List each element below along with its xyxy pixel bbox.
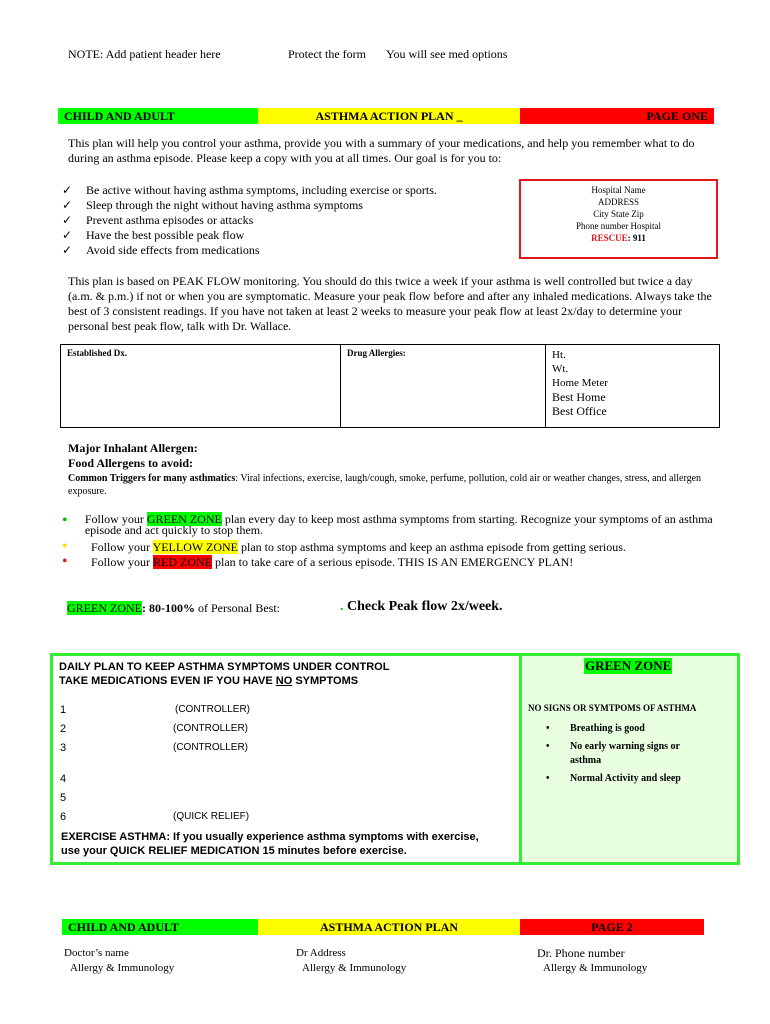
daily-plan-left [53,656,522,862]
daily-plan-title: DAILY PLAN TO KEEP ASTHMA SYMPTOMS UNDER CONTROL TAKE MEDICATIONS EVEN IF YOU HAVE NO SYMPTOMS [59,661,390,687]
zone-red-row: • Follow your RED ZONE plan to take care of a serious episode. THIS IS AN EMERGENCY PLAN! [62,553,574,570]
patient-header-note: NOTE: Add patient header here [68,47,221,61]
med-row-5[interactable]: 5 [60,792,67,804]
hospital-city: City State Zip [593,209,644,219]
hospital-name: Hospital Name [591,185,646,195]
green-zone-list [546,722,710,790]
med-options-note: You will see med options [386,47,508,61]
med-row-3[interactable]: 3 (CONTROLLER) [60,742,249,754]
goal-item: ✓ Have the best possible peak flow [62,228,245,242]
drug-allergies-field[interactable]: Drug Allergies: [341,345,546,427]
list-item: • No early warning signs or asthma [546,741,680,766]
home-meter-label: Home Meter [552,377,608,389]
check-icon: ✓ [62,213,73,227]
check-icon: ✓ [62,228,73,242]
goal-item: ✓ Prevent asthma episodes or attacks [62,213,254,227]
zone-green-row: • Follow your GREEN ZONE plan every day to keep most asthma symptoms from starting. Recognize your symptoms of an asthma episode and act quickly to stop them. [62,512,713,537]
check-peak-flow: . Check Peak flow 2x/week. [340,599,503,614]
food-allergen-label: Food Allergens to avoid: [68,456,193,470]
med-row-2[interactable]: 2 (CONTROLLER) [60,723,249,735]
rescue-number: : 911 [627,233,646,243]
green-zone-best: GREEN ZONE: 80-100% of Personal Best: [67,601,280,615]
weight-label: Wt. [552,363,569,375]
best-home-label: Best Home [552,390,606,404]
peak-flow-paragraph: This plan is based on PEAK FLOW monitoring. You should do this twice a week if your asthma is well controlled but twice a day (a.m. & p.m.) if not or when you are symptomatic. Measure your peak flow before and after any inhaled medications. Always take the best of 3 consistent readings. If you have not taken at least 2 weeks to measure your peak flow at least 2x/day to determine your personal best peak flow, talk with Dr. Wallace. [68,274,712,333]
check-icon: ✓ [62,183,73,197]
height-label: Ht. [552,349,566,361]
goals-checklist [62,183,512,258]
header-bar-right: PAGE ONE [520,108,714,124]
list-item: • Breathing is good [546,723,645,734]
bullet-icon: • [546,741,550,752]
rescue-line [521,232,716,244]
doctor-name-block: Doctor’s name Allergy & Immunology [64,947,175,974]
check-icon: ✓ [62,243,73,257]
goal-item: ✓ Avoid side effects from medications [62,243,260,257]
protect-form-note: Protect the form [288,47,366,61]
doctor-phone-block: Dr. Phone number Allergy & Immunology [537,946,648,974]
green-zone-subtitle: NO SIGNS OR SYMTPOMS OF ASTHMA [528,703,697,713]
best-office-label: Best Office [552,404,607,418]
bullet-icon: • [546,723,550,734]
med-row-1[interactable]: 1 (CONTROLLER) [60,704,251,716]
inhalant-allergen-label: Major Inhalant Allergen: [68,441,198,455]
goal-item: ✓ Sleep through the night without having asthma symptoms [62,198,363,212]
header-bar-center: ASTHMA ACTION PLAN _ [258,108,520,124]
bullet-icon: • [546,773,550,784]
rescue-label: RESCUE [591,233,628,243]
header-bar-left: CHILD AND ADULT [58,108,258,124]
check-icon: ✓ [62,198,73,212]
list-item: • Normal Activity and sleep [546,773,681,784]
hospital-phone: Phone number Hospital [576,221,661,231]
green-zone-panel [522,656,737,862]
hospital-address: ADDRESS [597,197,639,207]
hospital-info-box [519,179,718,259]
measurements-field[interactable] [546,345,719,427]
established-dx-field[interactable]: Established Dx. [61,345,341,427]
patient-info-table [60,344,720,428]
common-triggers: Common Triggers for many asthmatics: Viral infections, exercise, laugh/cough, smoke, perfume, pollution, cold air or weather changes, stress, and allergen exposure. [68,473,702,497]
zone-yellow-row: • Follow your YELLOW ZONE plan to stop asthma symptoms and keep an asthma episode from getting serious. [62,538,626,555]
intro-paragraph: This plan will help you control your asthma, provide you with a summary of your medications, and help you remember what to do during an asthma episode. Please keep a copy with you at all times. Our goal is for you to: [68,136,695,165]
green-dot-icon: • [62,512,68,529]
exercise-asthma-note: EXERCISE ASTHMA: If you usually experience asthma symptoms with exercise, use your QUICK RELIEF MEDICATION 15 minutes before exercise. [61,831,479,857]
green-zone-title: GREEN ZONE [585,658,672,673]
daily-plan-box [50,653,740,865]
red-dot-icon: • [62,553,68,570]
yellow-dot-icon: • [62,538,68,555]
page2-bar-left: CHILD AND ADULT [62,919,258,935]
allergen-section [68,441,198,471]
page2-bar-center: ASTHMA ACTION PLAN [258,919,520,935]
zones-list [62,514,722,570]
med-row-6[interactable]: 6 (QUICK RELIEF) [60,811,250,823]
med-row-4[interactable]: 4 [60,773,67,785]
goal-item: ✓ Be active without having asthma symptoms, including exercise or sports. [62,183,437,197]
page2-bar-right: PAGE 2 [520,919,704,935]
doctor-address-block: Dr Address Allergy & Immunology [296,947,407,974]
